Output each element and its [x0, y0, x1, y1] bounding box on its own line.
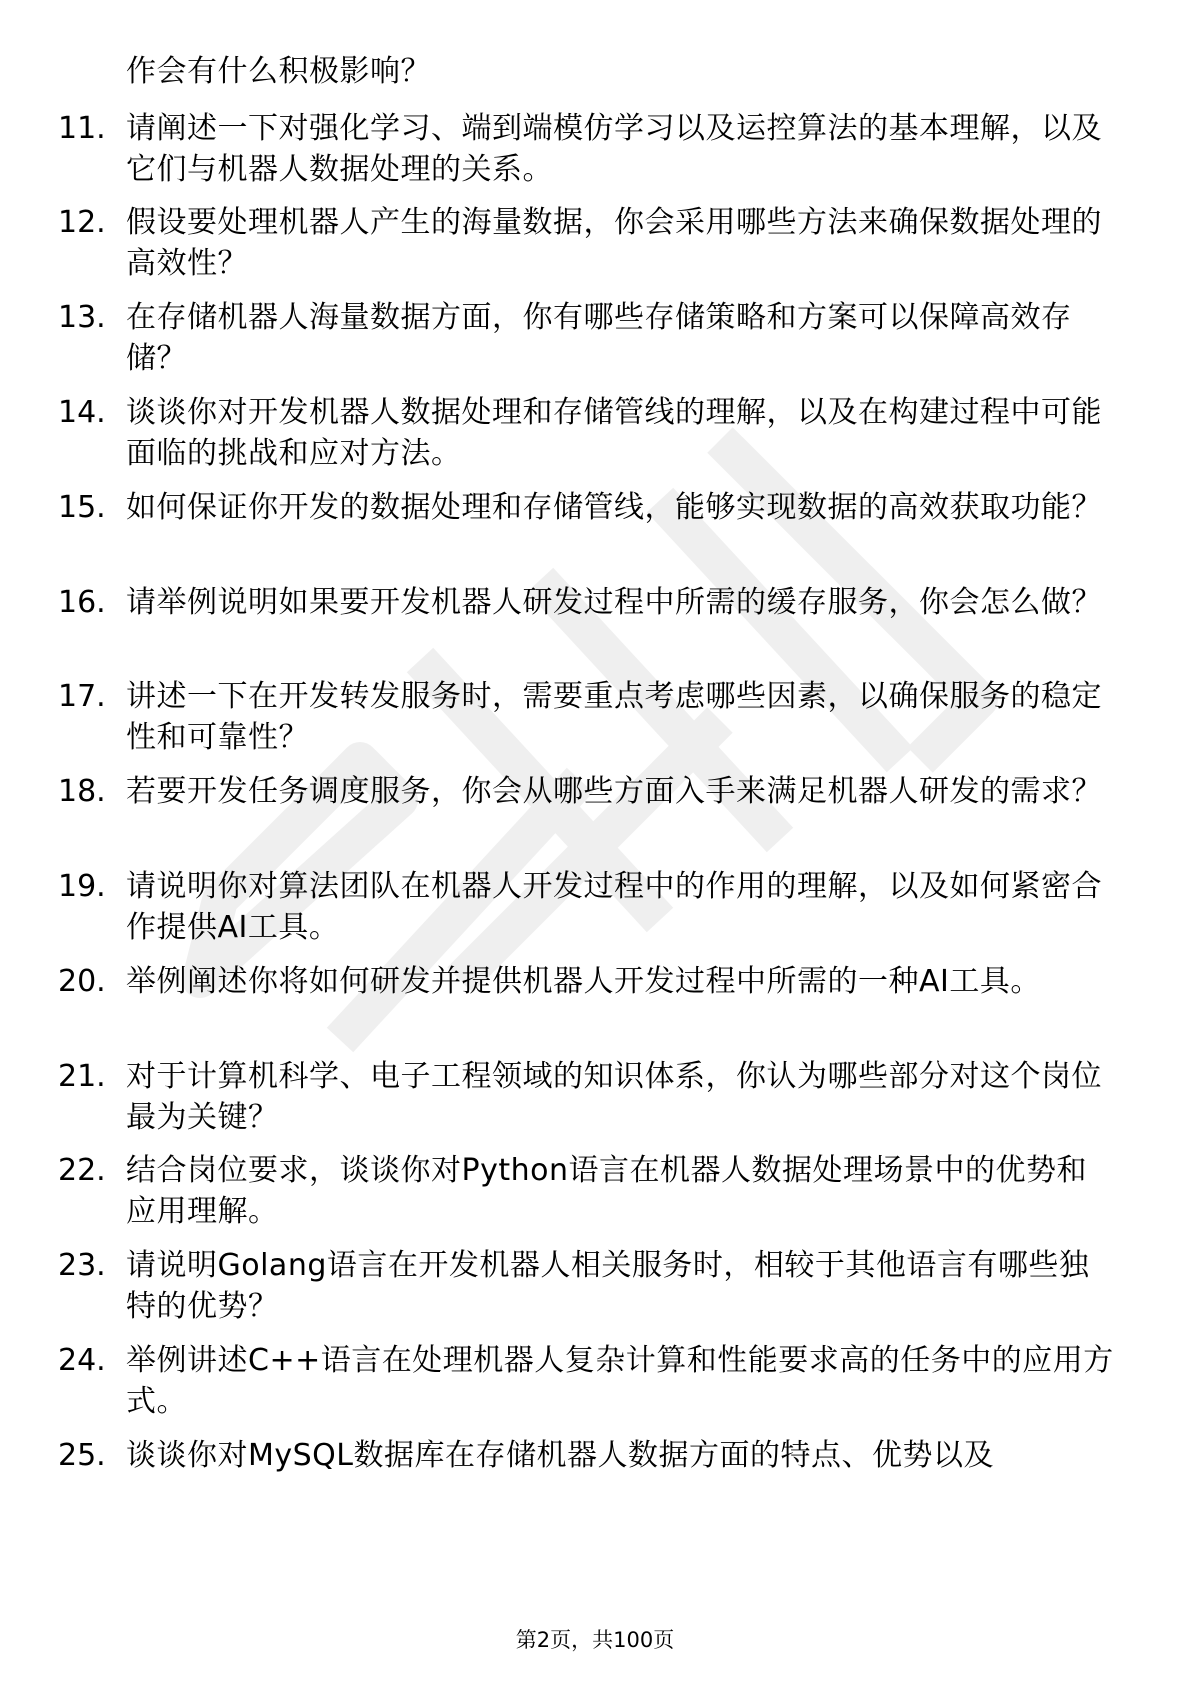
question-number: 23.: [58, 1248, 106, 1283]
question-number: 25.: [58, 1438, 106, 1473]
question-number: 14.: [58, 395, 106, 430]
question-number: 12.: [58, 205, 106, 240]
question-number: 24.: [58, 1343, 106, 1378]
question-text: 若要开发任务调度服务，你会从哪些方面入手来满足机器人研发的需求？: [126, 774, 1102, 809]
question-text: 结合岗位要求，谈谈你对Python语言在机器人数据处理场景中的优势和应用理解。: [126, 1153, 1087, 1229]
question-number: 13.: [58, 300, 106, 335]
question-text: 假设要处理机器人产生的海量数据，你会采用哪些方法来确保数据处理的高效性？: [126, 205, 1102, 281]
question-text: 谈谈你对MySQL数据库在存储机器人数据方面的特点、优势以及: [126, 1438, 995, 1473]
question-number: 15.: [58, 490, 106, 525]
question-number: 18.: [58, 774, 106, 809]
question-number: 20.: [58, 964, 106, 999]
question-text: 请说明你对算法团队在机器人开发过程中的作用的理解，以及如何紧密合作提供AI工具。: [126, 869, 1102, 945]
question-number: 19.: [58, 869, 106, 904]
question-text: 举例讲述C++语言在处理机器人复杂计算和性能要求高的任务中的应用方式。: [126, 1343, 1114, 1419]
question-number: 22.: [58, 1153, 106, 1188]
question-text: 如何保证你开发的数据处理和存储管线，能够实现数据的高效获取功能？: [126, 490, 1102, 525]
question-number: 21.: [58, 1059, 106, 1094]
question-text: 在存储机器人海量数据方面，你有哪些存储策略和方案可以保障高效存储？: [126, 300, 1072, 376]
question-text: 请举例说明如果要开发机器人研发过程中所需的缓存服务，你会怎么做？: [126, 585, 1102, 620]
question-text: 请说明Golang语言在开发机器人相关服务时，相较于其他语言有哪些独特的优势？: [126, 1248, 1090, 1324]
question-text: 讲述一下在开发转发服务时，需要重点考虑哪些因素，以确保服务的稳定性和可靠性？: [126, 679, 1102, 755]
question-number: 17.: [58, 679, 106, 714]
continued-question-text: 作会有什么积极影响？: [126, 54, 431, 89]
page-footer: 第2页，共100页: [515, 1628, 675, 1652]
question-text: 对于计算机科学、电子工程领域的知识体系，你认为哪些部分对这个岗位最为关键？: [126, 1059, 1102, 1135]
question-number: 11.: [58, 111, 106, 146]
question-text: 请阐述一下对强化学习、端到端模仿学习以及运控算法的基本理解，以及它们与机器人数据处理的关系。: [126, 111, 1102, 187]
question-text: 谈谈你对开发机器人数据处理和存储管线的理解，以及在构建过程中可能面临的挑战和应对方法。: [126, 395, 1102, 471]
question-number: 16.: [58, 585, 106, 620]
question-text: 举例阐述你将如何研发并提供机器人开发过程中所需的一种AI工具。: [126, 964, 1041, 999]
